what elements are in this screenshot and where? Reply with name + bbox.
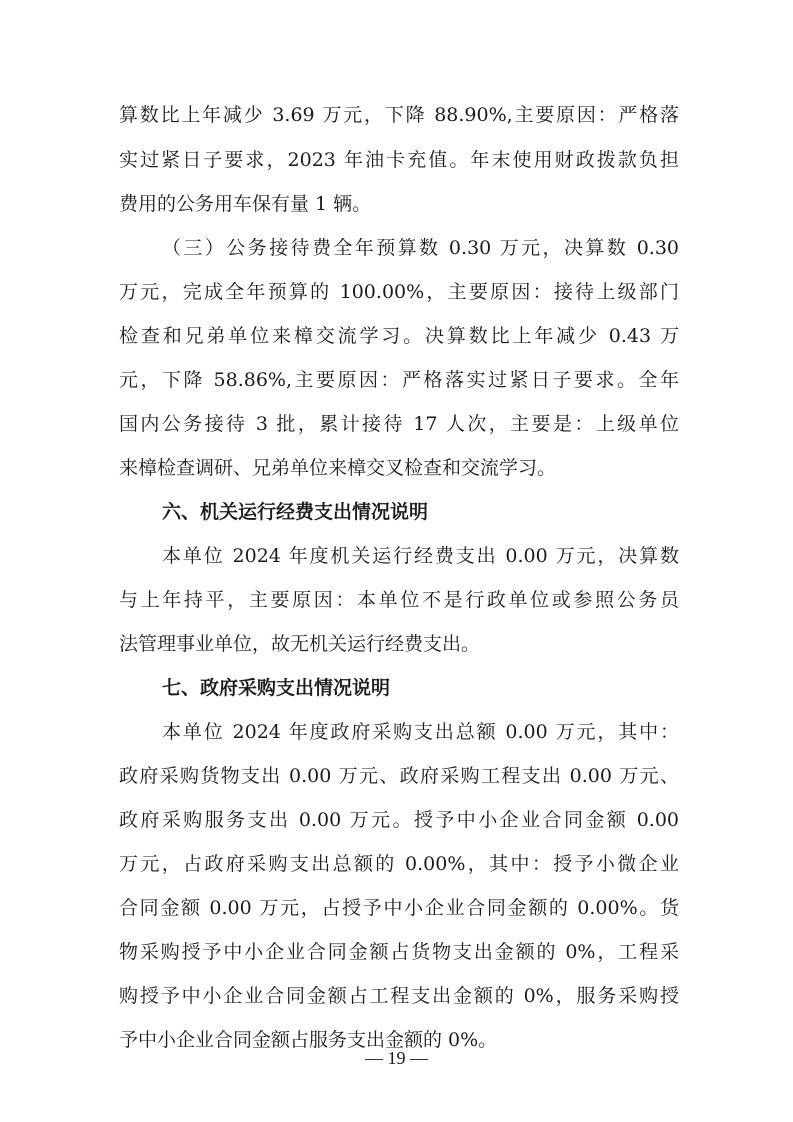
text-line: 国内公务接待 3 批，累计接待 17 人次，主要是：上级单位	[119, 413, 679, 435]
page-number: — 19 —	[365, 1048, 428, 1068]
text-line: 购授予中小企业合同金额占工程支出金额的 0%，服务采购授	[119, 985, 679, 1007]
text-line: 政府采购服务支出 0.00 万元。授予中小企业合同金额 0.00	[119, 809, 679, 831]
text-line: 予中小企业合同金额占服务支出金额的 0%。	[119, 1029, 498, 1051]
text-line: 与上年持平，主要原因：本单位不是行政单位或参照公务员	[119, 589, 679, 611]
text-line: 来樟检查调研、兄弟单位来樟交叉检查和交流学习。	[119, 457, 557, 479]
text-line: （三）公务接待费全年预算数 0.30 万元，决算数 0.30	[162, 237, 679, 259]
text-line: 本单位 2024 年度政府采购支出总额 0.00 万元，其中：	[162, 721, 679, 743]
text-line: 合同金额 0.00 万元，占授予中小企业合同金额的 0.00%。货	[119, 897, 679, 919]
section-heading: 七、政府采购支出情况说明	[162, 677, 391, 699]
text-line: 物采购授予中小企业合同金额占货物支出金额的 0%，工程采	[119, 941, 679, 963]
text-line: 万元，占政府采购支出总额的 0.00%，其中：授予小微企业	[119, 853, 679, 875]
text-line: 本单位 2024 年度机关运行经费支出 0.00 万元，决算数	[162, 545, 679, 567]
text-line: 万元，完成全年预算的 100.00%，主要原因：接待上级部门	[119, 281, 679, 303]
text-line: 检查和兄弟单位来樟交流学习。决算数比上年减少 0.43 万	[119, 325, 679, 347]
text-line: 元，下降 58.86%,主要原因：严格落实过紧日子要求。全年	[119, 369, 679, 391]
section-heading: 六、机关运行经费支出情况说明	[162, 501, 429, 523]
text-line: 实过紧日子要求，2023 年油卡充值。年末使用财政拨款负担	[119, 149, 679, 171]
text-line: 政府采购货物支出 0.00 万元、政府采购工程支出 0.00 万元、	[119, 765, 679, 787]
text-line: 费用的公务用车保有量 1 辆。	[119, 193, 372, 215]
text-line: 算数比上年减少 3.69 万元，下降 88.90%,主要原因：严格落	[119, 104, 679, 126]
text-line: 法管理事业单位，故无机关运行经费支出。	[119, 633, 481, 655]
